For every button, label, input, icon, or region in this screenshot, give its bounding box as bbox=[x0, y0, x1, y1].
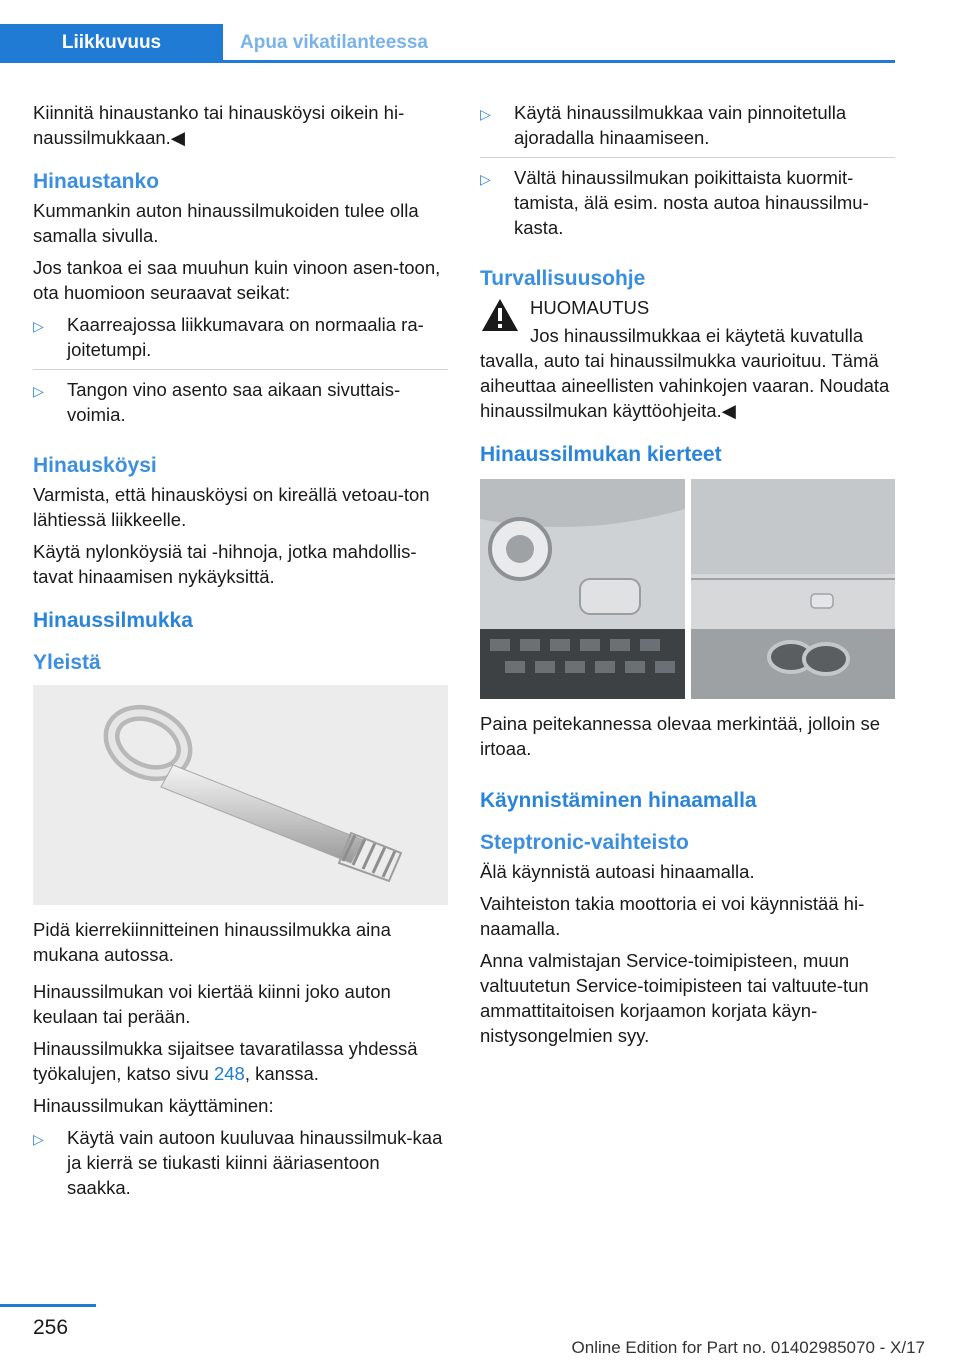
triangle-bullet-icon: ▷ bbox=[33, 1131, 44, 1147]
usage-bullet-list bbox=[480, 100, 895, 247]
list-item bbox=[480, 165, 895, 247]
silmukka-paragraph-3 bbox=[33, 1036, 448, 1086]
silmukka-p3-tail: , kanssa. bbox=[244, 1063, 319, 1084]
triangle-bullet-icon: ▷ bbox=[480, 171, 491, 187]
heading-hinauskoysi: Hinausköysi bbox=[33, 454, 157, 477]
warning-text: Jos hinaussilmukkaa ei käytetä kuvatulla tavalla, auto tai hinaussilmukka vaurioituu. Tämä aiheuttaa aineellisten vahinkojen vaaran. Noudata hinaussilmukan käyttöohjeita.◀ bbox=[480, 325, 890, 421]
list-item-text: Tangon vino asento saa aikaan sivuttais-voimia. bbox=[67, 379, 401, 425]
header-tabbar bbox=[0, 0, 895, 64]
heading-yleista: Yleistä bbox=[33, 651, 101, 674]
steptronic-paragraph-1: Älä käynnistä autoasi hinaamalla. bbox=[480, 861, 755, 882]
silmukka-bullet-list bbox=[33, 1125, 448, 1207]
warning-title: HUOMAUTUS bbox=[530, 297, 650, 318]
page-reference-link[interactable]: 248 bbox=[213, 1063, 245, 1084]
triangle-bullet-icon: ▷ bbox=[33, 383, 44, 399]
left-column bbox=[33, 100, 448, 1214]
heading-steptronic-vaihteisto: Steptronic-vaihteisto bbox=[480, 831, 689, 854]
edition-text: Online Edition for Part no. 01402985070 - X/17 bbox=[571, 1338, 925, 1357]
front-bumper-photo bbox=[480, 479, 685, 699]
silmukka-paragraph-2: Hinaussilmukan voi kiertää kiinni joko auton keulaan tai perään. bbox=[33, 981, 391, 1027]
triangle-bullet-icon: ▷ bbox=[33, 318, 44, 334]
tab-liikkuvuus[interactable]: Liikkuvuus bbox=[0, 24, 223, 62]
thread-cover-photos bbox=[480, 479, 895, 699]
intro-paragraph: Kiinnitä hinaustanko tai hinausköysi oikein hi-naussilmukkaan.◀ bbox=[33, 102, 405, 148]
list-item-text: Käytä hinaussilmukkaa vain pinnoitetulla ajoradalla hinaamiseen. bbox=[514, 102, 847, 148]
heading-turvallisuusohje: Turvallisuusohje bbox=[480, 267, 646, 290]
footer-rule bbox=[0, 1304, 96, 1307]
warning-block bbox=[480, 295, 895, 320]
koysi-paragraph-2: Käytä nylonköysiä tai -hihnoja, jotka mahdollis-tavat hinaamisen nykäyksittä. bbox=[33, 541, 417, 587]
tanko-bullet-list bbox=[33, 312, 448, 434]
list-item bbox=[33, 377, 448, 434]
tow-eye-icon bbox=[33, 685, 448, 905]
steptronic-paragraph-3: Anna valmistajan Service-toimipisteen, muun valtuutetun Service-toimipisteen tai valtuute-tun ammattitaitoisen korjaamon korjata käyn-nistysongelmien syy. bbox=[480, 950, 869, 1046]
tab-apua-vikatilanteessa[interactable]: Apua vikatilanteessa bbox=[240, 32, 428, 53]
page-number: 256 bbox=[33, 1316, 69, 1339]
kierteet-paragraph: Paina peitekannessa olevaa merkintää, jolloin se irtoaa. bbox=[480, 713, 881, 759]
heading-hinaustanko: Hinaustanko bbox=[33, 170, 160, 193]
list-item-text: Kaarreajossa liikkumavara on normaalia ra-joitetumpi. bbox=[67, 314, 424, 360]
heading-kaynnistaminen-hinaamalla: Käynnistäminen hinaamalla bbox=[480, 789, 757, 812]
warning-triangle-icon bbox=[480, 297, 520, 333]
heading-hinaussilmukan-kierteet: Hinaussilmukan kierteet bbox=[480, 443, 722, 466]
list-item-text: Käytä vain autoon kuuluvaa hinaussilmuk-kaa ja kierrä se tiukasti kiinni ääriasentoon saakka. bbox=[67, 1127, 443, 1198]
list-item-text: Vältä hinaussilmukan poikittaista kuormit-tamista, älä esim. nosta autoa hinaussilmu-kasta. bbox=[514, 167, 869, 238]
rear-bumper-photo bbox=[691, 479, 896, 699]
tanko-paragraph-1: Kummankin auton hinaussilmukoiden tulee olla samalla sivulla. bbox=[33, 200, 419, 246]
tow-eye-illustration bbox=[33, 685, 448, 905]
header-rule bbox=[0, 60, 895, 63]
list-item bbox=[480, 100, 895, 158]
rear-bumper-icon bbox=[691, 479, 896, 699]
right-column bbox=[480, 100, 895, 1055]
silmukka-p3-text: Hinaussilmukka sijaitsee tavaratilassa yhdessä työkalujen, katso sivu bbox=[33, 1038, 418, 1084]
steptronic-paragraph-2: Vaihteiston takia moottoria ei voi käynnistää hi-naamalla. bbox=[480, 893, 865, 939]
front-bumper-icon bbox=[480, 479, 685, 699]
tanko-paragraph-2: Jos tankoa ei saa muuhun kuin vinoon asen-toon, ota huomioon seuraavat seikat: bbox=[33, 257, 441, 303]
list-item bbox=[33, 1125, 448, 1207]
koysi-paragraph-1: Varmista, että hinausköysi on kireällä vetoau-ton lähtiessä liikkeelle. bbox=[33, 484, 430, 530]
list-item bbox=[33, 312, 448, 370]
heading-hinaussilmukka: Hinaussilmukka bbox=[33, 609, 193, 632]
silmukka-paragraph-1: Pidä kierrekiinnitteinen hinaussilmukka aina mukana autossa. bbox=[33, 919, 391, 965]
silmukka-paragraph-4: Hinaussilmukan käyttäminen: bbox=[33, 1095, 274, 1116]
triangle-bullet-icon: ▷ bbox=[480, 106, 491, 122]
